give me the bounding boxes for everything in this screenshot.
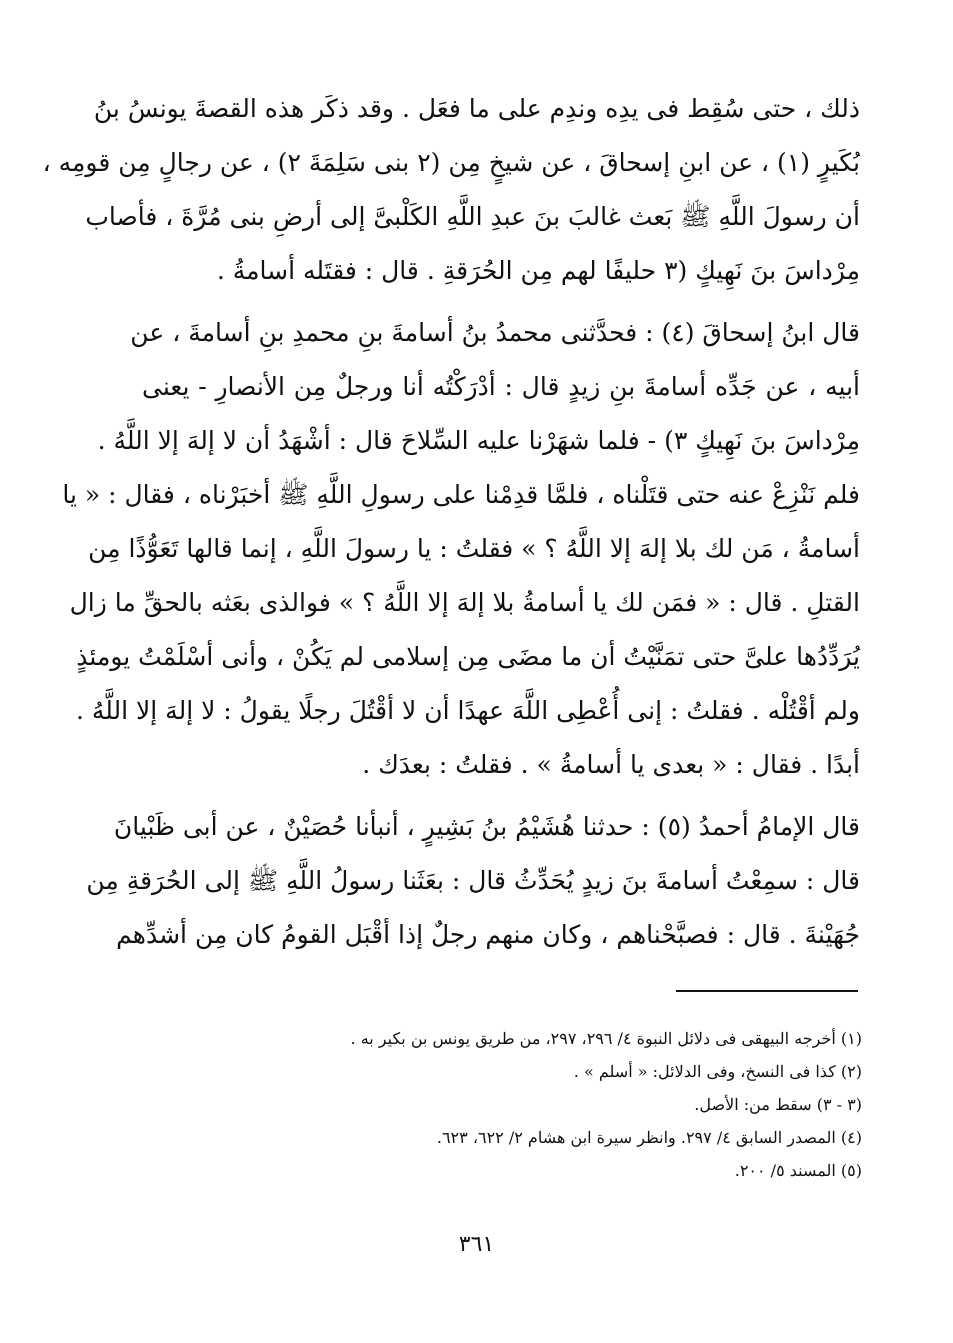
text-line: مِرْداسَ بنَ نَهِيكٍ (٣ حليفًا لهم مِن الحُرَقةِ . قال : فقتَله أسامةُ . xyxy=(216,256,860,285)
text-line: فلم نَنْزِعْ عنه حتى قتَلْناه ، فلمَّا قدِمْنا على رسولِ اللَّهِ ﷺ أخبَرْناه ، فقال : « يا xyxy=(62,480,860,509)
footnote: (٥) المسند ٥/ ٢٠٠. xyxy=(734,1161,862,1180)
text-line: ولم أقْتُلْه . فقلتُ : إنى أُعْطِى اللَّهَ عهدًا أن لا أقْتُلَ رجلًا يقولُ : لا إلهَ إلا اللَّهُ . xyxy=(75,696,860,725)
text-line: بُكَيرٍ (١) ، عن ابنِ إسحاقَ ، عن شيخٍ مِن (٢ بنى سَلِمَةَ ٢) ، عن رجالٍ مِن قومِه ، xyxy=(42,148,860,177)
text-line: مِرْداسَ بنَ نَهِيكٍ ٣) - فلما شهَرْنا عليه السِّلاحَ قال : أشْهَدُ أن لا إلهَ إلا اللَّهُ . xyxy=(97,426,860,455)
footnote-separator xyxy=(676,990,858,992)
text-line: القتلِ . قال : « فمَن لك يا أسامةُ بلا إلهَ إلا اللَّهُ ؟ » فوالذى بعَثه بالحقِّ ما زال xyxy=(69,588,860,617)
text-line: جُهَيْنةَ . قال : فصبَّحْناهم ، وكان منهم رجلٌ إذا أقْبَل القومُ كان مِن أشدِّهم xyxy=(116,920,860,949)
paragraph xyxy=(42,82,860,298)
text-line: أبدًا . فقال : « بعدى يا أسامةُ » . فقلتُ : بعدَك . xyxy=(362,750,860,779)
text-line: أبيه ، عن جَدِّه أسامةَ بنِ زيدٍ قال : أدْرَكْتُه أنا ورجلٌ مِن الأنصارِ - يعنى xyxy=(142,372,860,401)
footnote: (٤) المصدر السابق ٤/ ٢٩٧. وانظر سيرة ابن هشام ٢/ ٦٢٢، ٦٢٣. xyxy=(436,1128,862,1147)
footnotes xyxy=(200,1022,862,1187)
text-line: قال ابنُ إسحاقَ (٤) : فحدَّثنى محمدُ بنُ أسامةَ بنِ محمدِ بنِ أسامةَ ، عن xyxy=(130,318,860,347)
text-line: أن رسولَ اللَّهِ ﷺ بَعث غالبَ بنَ عبدِ اللَّهِ الكَلْبىَّ إلى أرضِ بنى مُرَّةَ ، فأصاب xyxy=(85,202,860,231)
paragraph xyxy=(62,306,860,792)
text-line: أسامةُ ، مَن لك بلا إلهَ إلا اللَّهُ ؟ » فقلتُ : يا رسولَ اللَّهِ ، إنما قالها تَعَوُّذًا مِن xyxy=(88,534,860,563)
text-line: قال الإمامُ أحمدُ (٥) : حدثنا هُشَيْمُ بنُ بَشِيرٍ ، أنبأنا حُصَيْنٌ ، عن أبى ظَبْيانَ xyxy=(113,812,860,841)
paragraph xyxy=(86,800,860,962)
text-line: يُرَدِّدُها علىَّ حتى تمَنَّيْتُ أن ما مضَى مِن إسلامى لم يَكُنْ ، وأنى أسْلَمْتُ يومئذٍ xyxy=(76,642,860,671)
page-number: ٣٦١ xyxy=(458,1232,495,1257)
footnote: (٢) كذا فى النسخ، وفى الدلائل: « أسلم » . xyxy=(573,1062,862,1081)
text-line: ذلك ، حتى سُقِط فى يدِه وندِم على ما فعَل . وقد ذكَر هذه القصةَ يونسُ بنُ xyxy=(93,94,860,123)
main-text xyxy=(42,82,860,962)
text-line: قال : سمِعْتُ أسامةَ بنَ زيدٍ يُحَدِّثُ قال : بعَثَنا رسولُ اللَّهِ ﷺ إلى الحُرَقةِ مِن xyxy=(86,866,860,895)
footnote: (١) أخرجه البيهقى فى دلائل النبوة ٤/ ٢٩٦، ٢٩٧، من طريق يونس بن بكير به . xyxy=(350,1029,862,1048)
footnote: (٣ - ٣) سقط من: الأصل. xyxy=(694,1095,862,1114)
